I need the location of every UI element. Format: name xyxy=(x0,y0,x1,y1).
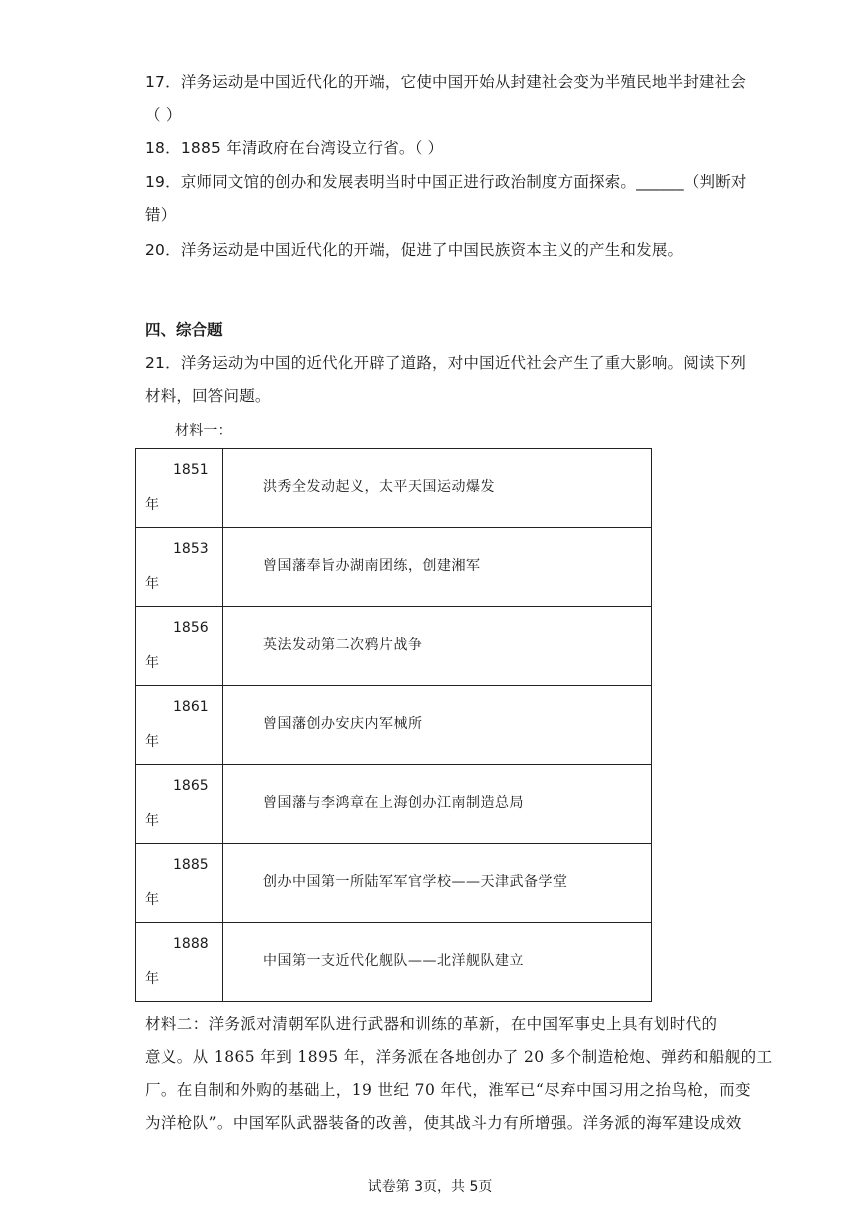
question-17-line1: 17．洋务运动是中国近代化的开端，它使中国开始从封建社会变为半殖民地半封建社会 xyxy=(145,73,747,91)
material2-line: 为洋枪队”。中国军队武器装备的改善，使其战斗力有所增强。洋务派的海军建设成效 xyxy=(145,1114,742,1132)
year-number: 1888 xyxy=(173,936,209,952)
year-cell xyxy=(136,528,223,607)
material2-line: 材料二：洋务派对清朝军队进行武器和训练的革新，在中国军事史上具有划时代的 xyxy=(145,1015,718,1033)
event-cell xyxy=(223,449,652,528)
event-cell xyxy=(223,686,652,765)
page-footer: 试卷第 3页，共 5页 xyxy=(367,1179,493,1195)
event-description: 英法发动第二次鸦片战争 xyxy=(263,637,423,653)
question-19-line1: 19．京师同文馆的创办和发展表明当时中国正进行政治制度方面探索。______（判断对 xyxy=(145,173,747,191)
question-21-line2: 材料，回答问题。 xyxy=(145,387,271,405)
event-description: 洪秀全发动起义，太平天国运动爆发 xyxy=(263,479,495,495)
year-number: 1865 xyxy=(173,778,209,794)
material2-line: 意义。从 1865 年到 1895 年，洋务派在各地创办了 20 多个制造枪炮、弹药和船舰的工 xyxy=(145,1048,773,1066)
table-row xyxy=(136,765,652,844)
event-description: 曾国藩与李鸿章在上海创办江南制造总局 xyxy=(263,795,524,811)
year-unit: 年 xyxy=(145,734,159,750)
year-unit: 年 xyxy=(145,813,159,829)
year-unit: 年 xyxy=(145,576,159,592)
table-row xyxy=(136,449,652,528)
year-cell xyxy=(136,686,223,765)
event-description: 曾国藩奉旨办湖南团练，创建湘军 xyxy=(263,558,481,574)
question-20: 20．洋务运动是中国近代化的开端，促进了中国民族资本主义的产生和发展。 xyxy=(145,241,684,259)
table-row xyxy=(136,607,652,686)
section-title: 四、综合题 xyxy=(145,321,223,339)
question-17-line2: （ ） xyxy=(145,106,182,124)
event-cell xyxy=(223,923,652,1002)
event-cell xyxy=(223,607,652,686)
year-unit: 年 xyxy=(145,655,159,671)
question-21-line1: 21．洋务运动为中国的近代化开辟了道路，对中国近代社会产生了重大影响。阅读下列 xyxy=(145,354,747,372)
table-row xyxy=(136,923,652,1002)
year-cell xyxy=(136,607,223,686)
year-unit: 年 xyxy=(145,497,159,513)
events-table xyxy=(135,448,652,1002)
material2-line: 厂。在自制和外购的基础上，19 世纪 70 年代，淮军已“尽弃中国习用之抬鸟枪，而变 xyxy=(145,1081,751,1099)
year-cell xyxy=(136,765,223,844)
question-18: 18．1885 年清政府在台湾设立行省。（ ） xyxy=(145,139,444,157)
year-cell xyxy=(136,844,223,923)
event-description: 创办中国第一所陆军军官学校——天津武备学堂 xyxy=(263,874,568,890)
year-cell xyxy=(136,923,223,1002)
table-row xyxy=(136,844,652,923)
year-unit: 年 xyxy=(145,892,159,908)
event-cell xyxy=(223,765,652,844)
event-cell xyxy=(223,844,652,923)
year-cell xyxy=(136,449,223,528)
year-number: 1851 xyxy=(173,462,209,478)
year-number: 1885 xyxy=(173,857,209,873)
table-row xyxy=(136,686,652,765)
table-row xyxy=(136,528,652,607)
question-19-line2: 错） xyxy=(145,206,177,224)
year-unit: 年 xyxy=(145,971,159,987)
year-number: 1861 xyxy=(173,699,209,715)
year-number: 1856 xyxy=(173,620,209,636)
material1-label: 材料一： xyxy=(175,423,232,439)
event-description: 曾国藩创办安庆内军械所 xyxy=(263,716,423,732)
event-description: 中国第一支近代化舰队——北洋舰队建立 xyxy=(263,953,524,969)
event-cell xyxy=(223,528,652,607)
year-number: 1853 xyxy=(173,541,209,557)
